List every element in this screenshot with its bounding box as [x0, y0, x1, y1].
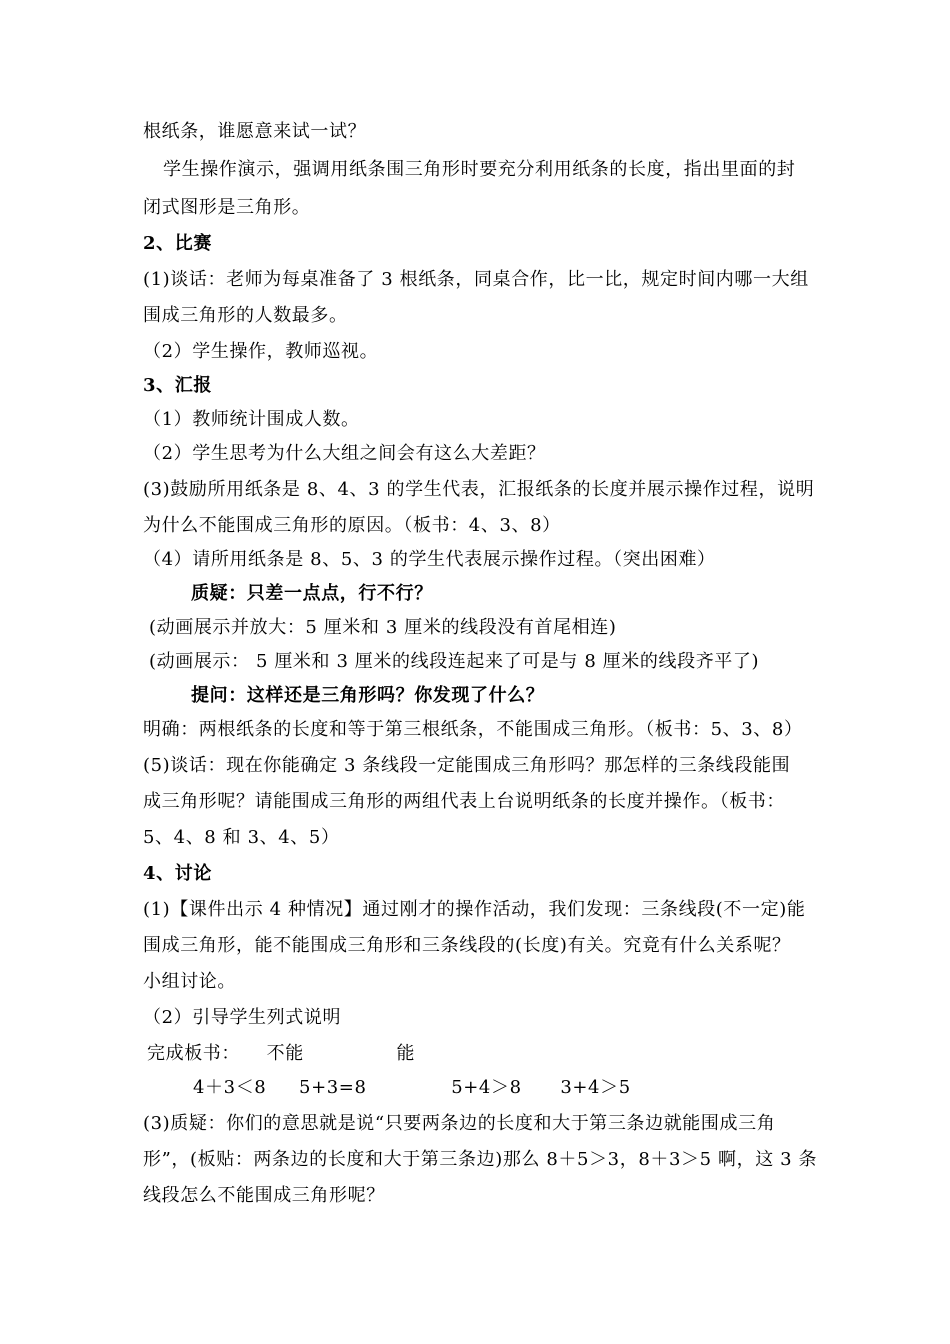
paragraph-line: (3)质疑：你们的意思就是说“只要两条边的长度和大于第三条边就能围成三角: [143, 1113, 776, 1134]
section-heading: 3、汇报: [143, 375, 212, 396]
board-header-row: [147, 1042, 415, 1066]
section-heading: 4、讨论: [143, 863, 212, 884]
paragraph-line: 线段怎么不能围成三角形呢？: [143, 1185, 385, 1206]
question-line: 质疑：只差一点点，行不行？: [191, 583, 433, 604]
paragraph-line: 围成三角形的人数最多。: [143, 305, 348, 326]
paragraph-line: （2）学生思考为什么大组之间会有这么大差距？: [143, 443, 546, 464]
paragraph-line: （1）教师统计围成人数。: [143, 409, 360, 430]
paragraph-line: 围成三角形，能不能围成三角形和三条线段的(长度)有关。究竟有什么关系呢？: [143, 935, 791, 956]
paragraph-line: (动画展示： 5 厘米和 3 厘米的线段连起来了可是与 8 厘米的线段齐平了): [149, 651, 760, 672]
paragraph-line: 学生操作演示，强调用纸条围三角形时要充分利用纸条的长度，指出里面的封: [163, 159, 796, 180]
section-heading: 2、比赛: [143, 233, 212, 254]
paragraph-line: (动画展示并放大：5 厘米和 3 厘米的线段没有首尾相连): [149, 617, 617, 638]
formula-1: 4＋3＜8: [193, 1077, 267, 1098]
paragraph-line: (3)鼓励所用纸条是 8、4、3 的学生代表，汇报纸条的长度并展示操作过程，说明: [143, 479, 815, 500]
paragraph-line: (1)谈话：老师为每桌准备了 3 根纸条，同桌合作，比一比，规定时间内哪一大组: [143, 269, 809, 290]
paragraph-line: 小组讨论。: [143, 971, 236, 992]
paragraph-line: 明确：两根纸条的长度和等于第三根纸条，不能围成三角形。（板书：5、3、8）: [143, 719, 803, 740]
formula-row: [193, 1076, 631, 1100]
formula-2: 5+3=8: [299, 1077, 367, 1098]
paragraph-line: (5)谈话：现在你能确定 3 条线段一定能围成三角形吗？那怎样的三条线段能围: [143, 755, 791, 776]
paragraph-line: （4）请所用纸条是 8、5、3 的学生代表展示操作过程。（突出困难）: [143, 549, 716, 570]
board-can-label: 能: [396, 1043, 416, 1064]
formula-4: 3+4＞5: [560, 1077, 631, 1098]
formula-3: 5+4＞8: [451, 1077, 522, 1098]
paragraph-line: （2）学生操作，教师巡视。: [143, 341, 379, 362]
board-cannot-label: 不能: [266, 1043, 304, 1064]
paragraph-line: 形”，(板贴：两条边的长度和大于第三条边)那么 8＋5＞3，8＋3＞5 啊，这 3 条: [143, 1149, 818, 1170]
paragraph-line: 为什么不能围成三角形的原因。（板书：4、3、8）: [143, 515, 561, 536]
question-line: 提问：这样还是三角形吗？你发现了什么？: [191, 685, 545, 706]
paragraph-line: (1)【课件出示 4 种情况】通过刚才的操作活动，我们发现：三条线段(不一定)能: [143, 899, 806, 920]
paragraph-line: （2）引导学生列式说明: [143, 1007, 342, 1028]
board-label: 完成板书：: [147, 1043, 240, 1064]
paragraph-line: 根纸条，谁愿意来试一试？: [143, 121, 367, 142]
paragraph-line: 成三角形呢？请能围成三角形的两组代表上台说明纸条的长度并操作。（板书：: [143, 791, 785, 812]
paragraph-line: 5、4、8 和 3、4、5）: [143, 827, 340, 848]
paragraph-line: 闭式图形是三角形。: [143, 197, 311, 218]
